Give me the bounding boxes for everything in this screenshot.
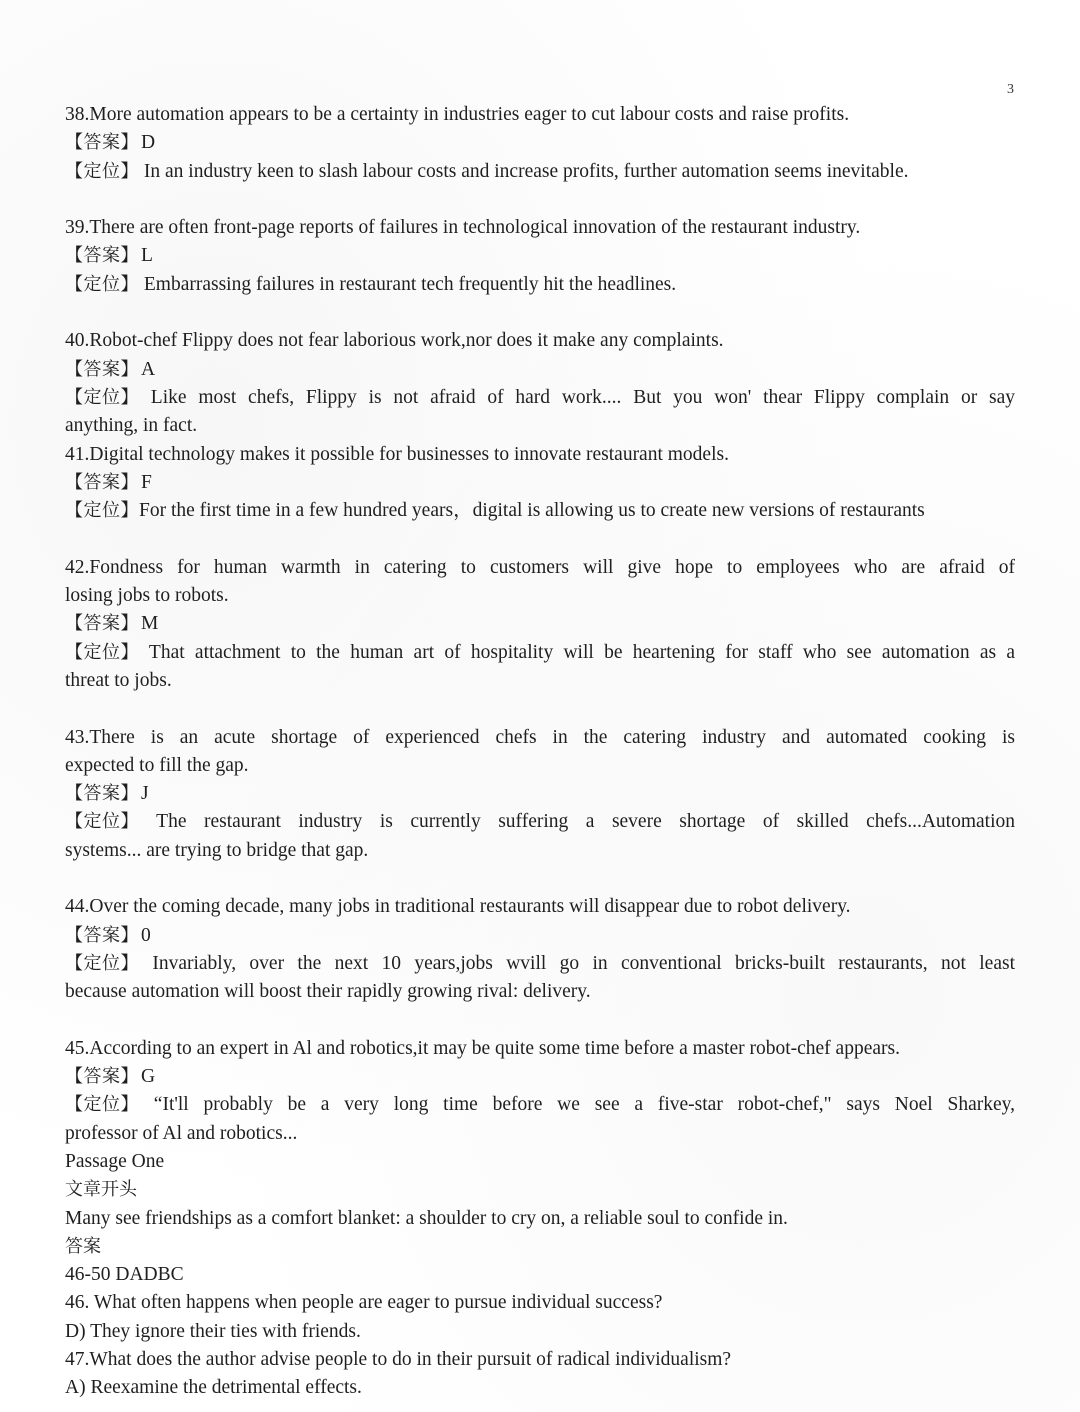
locate-text: In an industry keen to slash labour costs and increase profits, further automation seems inevitable. [143, 160, 909, 182]
answer-value: L [141, 245, 153, 267]
question-39: 39.There are often front-page reports of failures in technological innovation of the restaurant industry. [65, 217, 861, 239]
answer-47: A) Reexamine the detrimental effects. [65, 1377, 362, 1399]
answer-key-content [65, 101, 1015, 1403]
answer-38 [65, 129, 1015, 157]
locate-42 [65, 639, 1015, 667]
answer-40 [65, 356, 1015, 384]
locate-tag: 【定位】 [65, 811, 139, 833]
answer-44 [65, 922, 1015, 950]
locate-41 [65, 497, 1015, 525]
answer-tag: 【答案】 [65, 358, 139, 380]
locate-43-cont: systems... are trying to bridge that gap. [65, 839, 369, 861]
passage-answers-range: 46-50 DADBC [65, 1264, 184, 1286]
question-43: 43.There is an acute shortage of experienced chefs in the catering industry and automated cooking is [65, 726, 1015, 748]
passage-opening-label: 文章开头 [65, 1179, 137, 1201]
answer-42 [65, 610, 1015, 638]
question-42-cont: losing jobs to robots. [65, 585, 229, 607]
answer-value: M [141, 613, 159, 635]
answer-value: J [141, 783, 149, 805]
locate-tag: 【定位】 [65, 273, 139, 295]
locate-40 [65, 384, 1015, 412]
question-45: 45.According to an expert in Al and robotics,it may be quite some time before a master robot-chef appears. [65, 1037, 900, 1059]
locate-44-cont: because automation will boost their rapidly growing rival: delivery. [65, 981, 591, 1003]
locate-tag: 【定位】 [65, 500, 139, 522]
locate-44 [65, 950, 1015, 978]
locate-text: For the first time in a few hundred years，digital is allowing us to create new versions of restaurants [139, 500, 925, 522]
locate-tag: 【定位】 [65, 160, 139, 182]
locate-text: The restaurant industry is currently suffering a severe shortage of skilled chefs...Automation [156, 811, 1016, 833]
locate-text: That attachment to the human art of hospitality will be heartening for staff who see automation as a [148, 641, 1015, 663]
answer-43 [65, 780, 1015, 808]
question-38: 38.More automation appears to be a certainty in industries eager to cut labour costs and raise profits. [65, 104, 850, 125]
answer-46: D) They ignore their ties with friends. [65, 1320, 361, 1342]
locate-tag: 【定位】 [65, 952, 139, 974]
locate-45 [65, 1091, 1015, 1119]
locate-text: Embarrassing failures in restaurant tech frequently hit the headlines. [143, 273, 677, 295]
answer-tag: 【答案】 [65, 1066, 139, 1088]
locate-tag: 【定位】 [65, 641, 139, 663]
locate-40-cont: anything, in fact. [65, 415, 198, 437]
answer-tag: 【答案】 [65, 783, 139, 805]
question-41: 41.Digital technology makes it possible for businesses to innovate restaurant models. [65, 443, 729, 465]
question-46: 46. What often happens when people are eager to pursue individual success? [65, 1292, 663, 1314]
answer-value: 0 [141, 924, 151, 946]
locate-39 [65, 271, 1015, 299]
passage-opening-text: Many see friendships as a comfort blanket: a shoulder to cry on, a reliable soul to confide in. [65, 1207, 788, 1229]
question-44: 44.Over the coming decade, many jobs in traditional restaurants will disappear due to robot delivery. [65, 896, 851, 918]
locate-tag: 【定位】 [65, 386, 139, 408]
answer-tag: 【答案】 [65, 613, 139, 635]
page-number: 3 [1007, 82, 1014, 97]
answer-value: G [141, 1066, 156, 1088]
answer-value: D [141, 132, 156, 154]
locate-45-cont: professor of Al and robotics... [65, 1122, 298, 1144]
answer-tag: 【答案】 [65, 471, 139, 493]
answer-tag: 【答案】 [65, 132, 139, 154]
question-42: 42.Fondness for human warmth in catering to customers will give hope to employees who are afraid of [65, 556, 1015, 578]
answer-45 [65, 1063, 1015, 1091]
answer-tag: 【答案】 [65, 924, 139, 946]
locate-text: Invariably, over the next 10 years,jobs wvill go in conventional bricks-built restaurants, not least [152, 952, 1015, 974]
locate-42-cont: threat to jobs. [65, 669, 172, 691]
locate-text: “It'll probably be a very long time before we see a five-star robot-chef," says Noel Sharkey, [153, 1094, 1016, 1116]
locate-text: Like most chefs, Flippy is not afraid of hard work.... But you won' thear Flippy complain or say [150, 386, 1015, 408]
passage-answers-label: 答案 [65, 1235, 101, 1257]
locate-38 [65, 158, 1015, 186]
locate-tag: 【定位】 [65, 1094, 139, 1116]
locate-43 [65, 808, 1015, 836]
answer-value: F [141, 471, 152, 493]
answer-39 [65, 242, 1015, 270]
question-43-cont: expected to fill the gap. [65, 754, 249, 776]
answer-value: A [141, 358, 156, 380]
passage-title: Passage One [65, 1150, 165, 1172]
answer-tag: 【答案】 [65, 245, 139, 267]
question-40: 40.Robot-chef Flippy does not fear laborious work,nor does it make any complaints. [65, 330, 724, 352]
question-47: 47.What does the author advise people to do in their pursuit of radical individualism? [65, 1349, 732, 1371]
answer-41 [65, 469, 1015, 497]
